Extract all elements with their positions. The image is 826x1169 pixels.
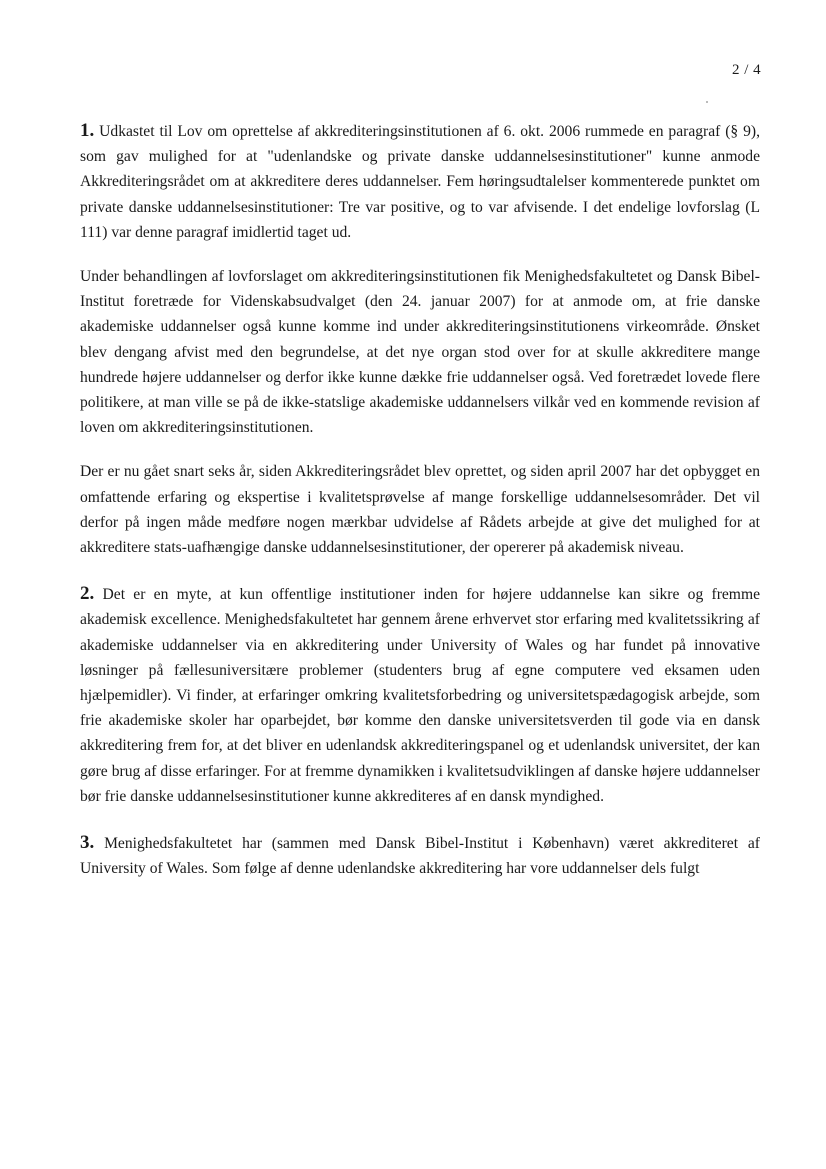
- paragraph-text: Menighedsfakultetet har (sammen med Dansk Bibel-Institut i København) været akkrediteret af University of Wales. Som følge af denne udenlandske akkreditering har vore uddannelser dels fulgt: [80, 835, 760, 878]
- paragraph-1b: [80, 264, 760, 440]
- page-number: 2 / 4: [732, 62, 762, 78]
- paragraph-text: Udkastet til Lov om oprettelse af akkrediteringsinstitutionen af 6. okt. 2006 rummede en paragraf (§ 9), som gav mulighed for at "udenlandske og private danske uddannelsesinstitutioner" kunne anmode Akkrediteringsrådet om at akkreditere deres uddannelser. Fem høringsudtalelser kommenterede punktet om private danske uddannelsesinstitutioner: Tre var positive, og to var afvisende. I det endelige lovforslag (L 111) var denne paragraf imidlertid taget ud.: [80, 123, 760, 241]
- paragraph-3: [80, 830, 760, 881]
- paragraph-1c: [80, 459, 760, 560]
- paragraph-1: [80, 118, 760, 245]
- paragraph-text: Der er nu gået snart seks år, siden Akkrediteringsrådet blev oprettet, og siden april 2007 har det opbygget en omfattende erfaring og ekspertise i kvalitetsprøvelse af mange forskellige uddannelsesområder. Det vil derfor på ingen måde medføre nogen mærkbar udvidelse af Rådets arbejde at give det mulighed for at akkreditere stats-uafhængige danske uddannelsesinstitutioner, der opererer på akademisk niveau.: [80, 463, 760, 557]
- paragraph-2: [80, 581, 760, 809]
- paragraph-text: Det er en myte, at kun offentlige institutioner inden for højere uddannelse kan sikre og fremme akademisk excellence. Menighedsfakultetet har gennem årene erhvervet stor erfaring med kvalitetssikring af akademiske uddannelser via en akkreditering under University of Wales og har fundet på innovative løsninger på fællesuniversitære problemer (studenters brug af egne computere ved eksamen uden hjælpemidler). Vi finder, at erfaringer omkring kvalitetsforbedring og universitetspædagogisk arbejde, som frie akademiske skoler har oparbejdet, bør komme den danske universitetsverden til gode via en dansk akkreditering frem for, at det bliver en udenlandsk akkrediteringspanel og et udenlandsk universitet, der kan gøre brug af disse erfaringer. For at fremme dynamikken i kvalitetsudviklingen af danske højere uddannelser bør frie danske uddannelsesinstitutioner kunne akkrediteres af en dansk myndighed.: [80, 586, 760, 805]
- document-body: [80, 118, 760, 881]
- paragraph-text: Under behandlingen af lovforslaget om akkrediteringsinstitutionen fik Menighedsfakultetet og Dansk Bibel-Institut foretræde for Videnskabsudvalget (den 24. januar 2007) for at anmode om, at frie danske akademiske uddannelser også kunne komme ind under akkrediteringsinstitutionens virkeområde. Ønsket blev dengang afvist med den begrundelse, at det nye organ stod over for at skulle akkreditere mange hundrede højere uddannelser og derfor ikke kunne dække frie uddannelser også. Ved foretrædet lovede flere politikere, at man ville se på de ikke-statslige akademiske uddannelsers vilkår ved en kommende revision af loven om akkrediteringsinstitutionen.: [80, 268, 760, 437]
- scan-speck: [706, 101, 708, 103]
- paragraph-number: 2.: [80, 583, 95, 605]
- paragraph-number: 3.: [80, 832, 95, 854]
- paragraph-number: 1.: [80, 120, 95, 141]
